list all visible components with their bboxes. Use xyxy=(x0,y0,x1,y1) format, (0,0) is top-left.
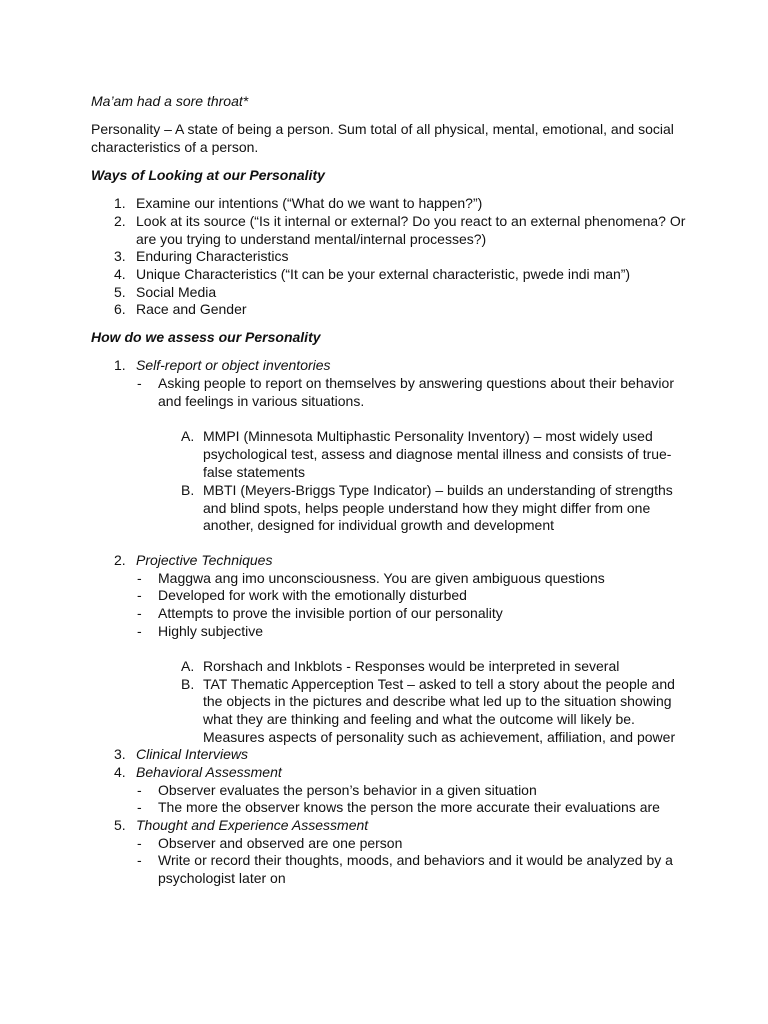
list-item: Enduring Characteristics xyxy=(136,248,289,264)
list-number: 4. xyxy=(114,764,126,780)
note-line: Ma’am had a sore throat* xyxy=(91,93,249,109)
bullet-text: Highly subjective xyxy=(158,623,264,639)
ways-heading: Ways of Looking at our Personality xyxy=(91,167,325,183)
list-item: Social Media xyxy=(136,284,217,300)
dash-marker: - xyxy=(137,623,142,639)
dash-marker: - xyxy=(137,605,142,621)
bullet-text: Asking people to report on themselves by answering questions about their behavior xyxy=(158,375,674,391)
bullet-text: Write or record their thoughts, moods, and behaviors and it would be analyzed by a xyxy=(158,852,673,868)
list-number: 5. xyxy=(114,817,126,833)
sub-item: the objects in the pictures and describe what led up to the situation showing xyxy=(203,693,672,709)
definition-line: Personality – A state of being a person. Sum total of all physical, mental, emotional, and social xyxy=(91,121,674,137)
sub-item: what they are thinking and feeling and what the outcome will likely be. xyxy=(203,711,635,727)
sub-letter: B. xyxy=(181,482,195,498)
bullet-text: Maggwa ang imo unconsciousness. You are given ambiguous questions xyxy=(158,570,605,586)
dash-marker: - xyxy=(137,799,142,815)
list-item: are you trying to understand mental/internal processes?) xyxy=(136,231,487,247)
list-item: Unique Characteristics (“It can be your external characteristic, pwede indi man”) xyxy=(136,266,631,282)
bullet-text: The more the observer knows the person the more accurate their evaluations are xyxy=(158,799,660,815)
bullet-text: Observer and observed are one person xyxy=(158,835,403,851)
method-title: Clinical Interviews xyxy=(136,746,249,762)
dash-marker: - xyxy=(137,587,142,603)
sub-letter: A. xyxy=(181,428,195,444)
sub-item: TAT Thematic Apperception Test – asked to tell a story about the people and xyxy=(203,676,675,692)
method-title: Projective Techniques xyxy=(136,552,273,568)
definition-line: characteristics of a person. xyxy=(91,139,259,155)
dash-marker: - xyxy=(137,852,142,868)
list-number: 1. xyxy=(114,357,126,373)
sub-item: Measures aspects of personality such as achievement, affiliation, and power xyxy=(203,729,676,745)
list-item: Examine our intentions (“What do we want to happen?”) xyxy=(136,195,483,211)
dash-marker: - xyxy=(137,835,142,851)
dash-marker: - xyxy=(137,375,142,391)
sub-item: and blind spots, helps people understand how they might differ from one xyxy=(203,500,651,516)
method-title: Self-report or object inventories xyxy=(136,357,331,373)
sub-letter: A. xyxy=(181,658,195,674)
list-number: 2. xyxy=(114,552,126,568)
list-item: Look at its source (“Is it internal or external? Do you react to an external phenomena? Or xyxy=(136,213,686,229)
bullet-text: Attempts to prove the invisible portion of our personality xyxy=(158,605,503,621)
assess-heading: How do we assess our Personality xyxy=(91,329,321,345)
bullet-text: and feelings in various situations. xyxy=(158,393,365,409)
dash-marker: - xyxy=(137,782,142,798)
list-item: Race and Gender xyxy=(136,301,247,317)
list-number: 2. xyxy=(114,213,126,229)
list-number: 5. xyxy=(114,284,126,300)
bullet-text: Observer evaluates the person’s behavior in a given situation xyxy=(158,782,537,798)
list-number: 1. xyxy=(114,195,126,211)
list-number: 6. xyxy=(114,301,126,317)
method-title: Thought and Experience Assessment xyxy=(136,817,369,833)
sub-item: MMPI (Minnesota Multiphastic Personality Inventory) – most widely used xyxy=(203,428,653,444)
sub-item: another, designed for individual growth and development xyxy=(203,517,555,533)
sub-item: false statements xyxy=(203,464,305,480)
list-number: 3. xyxy=(114,746,126,762)
dash-marker: - xyxy=(137,570,142,586)
method-title: Behavioral Assessment xyxy=(136,764,282,780)
sub-letter: B. xyxy=(181,676,195,692)
bullet-text: psychologist later on xyxy=(158,870,286,886)
sub-item: MBTI (Meyers-Briggs Type Indicator) – builds an understanding of strengths xyxy=(203,482,673,498)
list-number: 4. xyxy=(114,266,126,282)
sub-item: Rorshach and Inkblots - Responses would be interpreted in several xyxy=(203,658,620,674)
sub-item: psychological test, assess and diagnose mental illness and consists of true- xyxy=(203,446,672,462)
bullet-text: Developed for work with the emotionally disturbed xyxy=(158,587,467,603)
list-number: 3. xyxy=(114,248,126,264)
